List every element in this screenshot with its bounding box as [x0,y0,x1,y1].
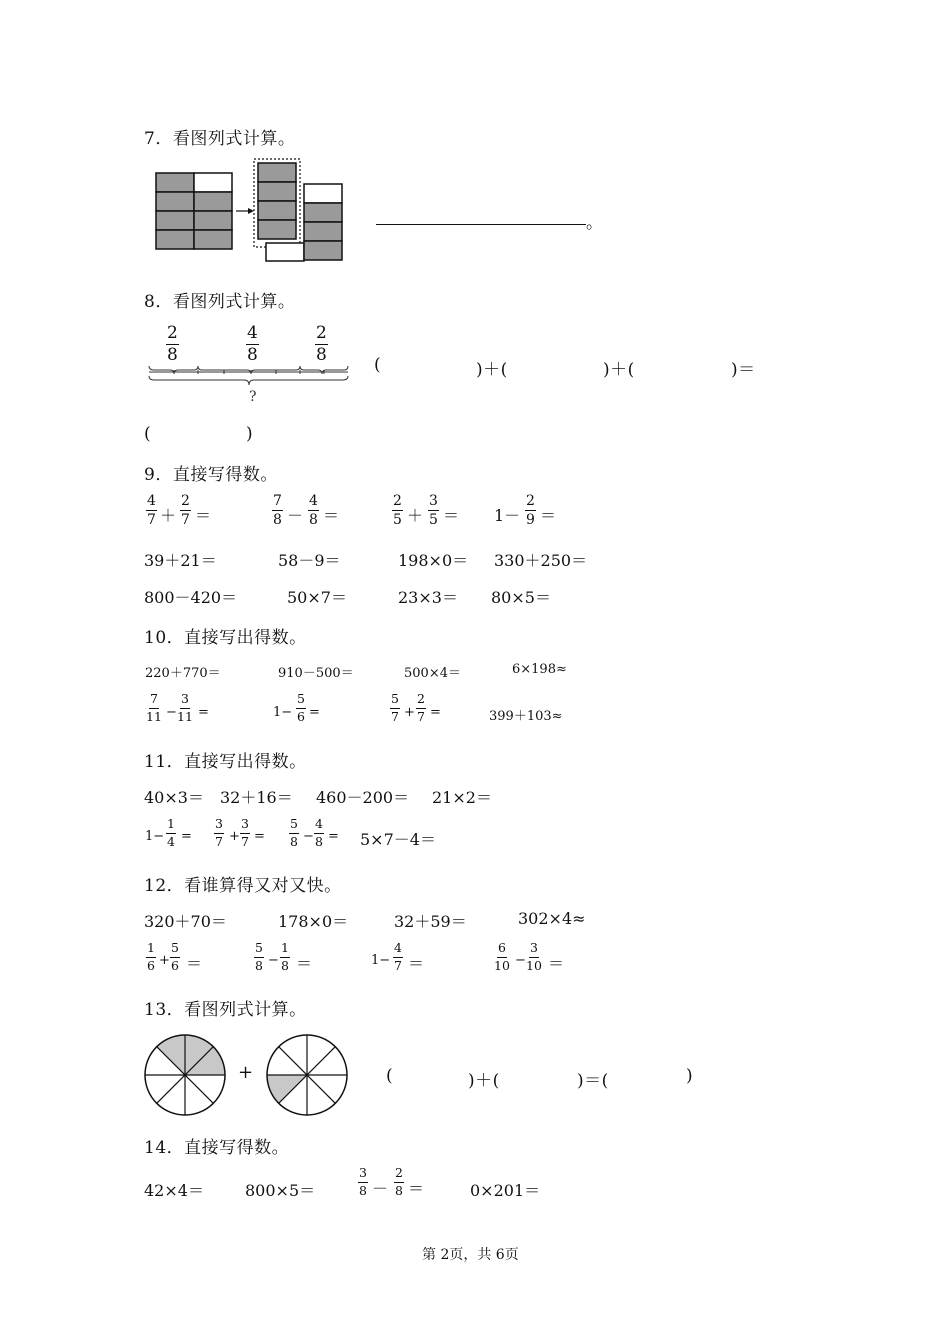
q11-r1-item-4: 21×2＝ [432,788,492,807]
q13-title: 13．看图列式计算。 [144,1000,307,1020]
q12-r2-lead3: 1− [371,953,391,968]
q12-r2-frac-a1: $\frac{1}{6}$ [147,940,155,973]
q12-r2-frac-b3: $\frac{4}{7}$ [394,940,402,973]
q10-r2-lead2: 1− [273,705,293,720]
q12-r2-frac-b2: $\frac{1}{8}$ [281,940,289,973]
q11-r2-frac-b1: $\frac{1}{4}$ [167,816,175,849]
q9-r3-item-3: 23×3＝ [398,588,458,607]
q11-r2-op2: + [229,829,240,844]
q9-r1-frac-b3: $\frac{3}{5}$ [429,493,438,528]
q11-r2-frac-b2: $\frac{3}{7}$ [241,816,249,849]
q10-r2-op3: + [404,705,415,720]
q9-r3-item-4: 80×5＝ [491,588,551,607]
q14-item-1: 42×4＝ [144,1181,204,1200]
q13-circle-left [142,1032,228,1118]
q11-r2-eq3: = [328,829,339,844]
q9-r1-eq2: ＝ [323,506,340,525]
q11-r2-op3: − [303,829,314,844]
page-footer: 第 2页，共 6页 [422,1247,519,1263]
q12-r1-item-2: 178×0＝ [278,912,349,931]
q11-r2-frac-a3: $\frac{5}{8}$ [290,816,298,849]
q11-r2-frac-a2: $\frac{3}{7}$ [215,816,223,849]
q13-plus: + [238,1062,254,1083]
q10-r2-frac-b3: $\frac{2}{7}$ [417,691,425,724]
q14-frac-op: － [372,1179,389,1198]
q10-title: 10．直接写出得数。 [144,628,307,648]
q9-r1-eq4: ＝ [540,506,557,525]
q9-r1-lead4: 1－ [494,506,521,525]
q9-r3-item-2: 50×7＝ [287,588,347,607]
q12-r2-op2: − [268,953,279,968]
q11-r1-item-1: 40×3＝ [144,788,204,807]
q12-r1-item-4: 302×4≈ [518,909,586,928]
q14-item-4: 0×201＝ [470,1181,541,1200]
q10-r1-item-3: 500×4＝ [404,666,461,681]
q8-title: 8．看图列式计算。 [144,292,296,312]
q11-r2-frac-b3: $\frac{4}{8}$ [315,816,323,849]
q14-frac-eq: ＝ [408,1179,425,1198]
q9-r1-eq: ＝ [195,506,212,525]
q8-fraction-2: $\frac{4}{8}$ [247,323,258,365]
q10-r2-frac-b: $\frac{3}{11}$ [177,691,193,724]
q12-r1-item-3: 32＋59＝ [394,912,467,931]
q9-r3-item-1: 800－420＝ [144,588,238,607]
q7-title: 7．看图列式计算。 [144,129,296,149]
q10-r2-frac-a3: $\frac{5}{7}$ [391,691,399,724]
q11-r2-eq2: = [254,829,265,844]
q9-r2-item-4: 330＋250＝ [494,551,588,570]
q11-r1-item-3: 460－200＝ [316,788,410,807]
q8-paren-open: ( [374,355,382,375]
q12-r2-eq3: ＝ [408,954,425,973]
q13-paren-open: ( [386,1066,394,1086]
q9-r1-eq3: ＝ [443,506,460,525]
q8-plus-2: )＋( [603,360,635,380]
q8-answer-open: ( [144,424,152,444]
q13-circle-right [264,1032,350,1118]
q8-fraction-1: $\frac{2}{8}$ [167,323,178,365]
q14-frac-a: $\frac{3}{8}$ [359,1165,367,1198]
q9-r1-frac-b: $\frac{2}{7}$ [181,493,190,528]
q12-r2-frac-b1: $\frac{5}{6}$ [171,940,179,973]
q12-r2-op1: + [159,953,170,968]
q14-frac-b: $\frac{2}{8}$ [395,1165,403,1198]
q8-number-line [146,362,352,388]
q11-r2-item-4: 5×7－4＝ [360,830,436,849]
q12-title: 12．看谁算得又对又快。 [144,876,342,896]
q8-fraction-3: $\frac{2}{8}$ [316,323,327,365]
q8-equals: )＝ [731,360,756,380]
q9-r1-frac-a2: $\frac{7}{8}$ [273,493,282,528]
q12-r2-frac-a4: $\frac{6}{10}$ [494,940,510,973]
q10-r2-frac-a: $\frac{7}{11}$ [146,691,162,724]
q9-title: 9．直接写得数。 [144,465,278,485]
q11-r1-item-2: 32＋16＝ [220,788,293,807]
q10-r2-eq2: = [309,705,320,720]
q7-figure [150,155,350,265]
q9-r1-frac-b4: $\frac{2}{9}$ [526,493,535,528]
q13-eq-paren: )＝( [577,1071,609,1091]
q9-r2-item-2: 58－9＝ [278,551,341,570]
q10-r2-op: − [166,705,177,720]
q12-r2-eq1: ＝ [186,954,203,973]
q10-r1-item-4: 6×198≈ [512,662,567,677]
q10-r2-eq: = [198,705,209,720]
q10-r2-eq3: = [430,705,441,720]
q10-r1-item-1: 220＋770＝ [145,666,221,681]
q14-title: 14．直接写得数。 [144,1138,290,1158]
q13-paren-close: ) [686,1066,694,1086]
q9-r1-op3: ＋ [407,506,424,525]
q8-question-mark: ? [249,389,257,405]
q13-plus-paren: )＋( [468,1071,500,1091]
q9-r1-op: ＋ [160,506,177,525]
q10-r2-item-4: 399＋103≈ [489,709,563,724]
q11-r2-eq1: = [181,829,192,844]
q12-r2-frac-b4: $\frac{3}{10}$ [526,940,542,973]
q9-r1-frac-a3: $\frac{2}{5}$ [393,493,402,528]
q9-r1-op2: － [287,506,304,525]
q10-r1-item-2: 910－500＝ [278,666,354,681]
q7-blank-end: 。 [586,213,604,233]
q12-r2-frac-a2: $\frac{5}{8}$ [255,940,263,973]
q12-r2-op4: − [515,953,526,968]
q9-r1-frac-b2: $\frac{4}{8}$ [309,493,318,528]
q9-r1-frac-a: $\frac{4}{7}$ [147,493,156,528]
q12-r2-eq4: ＝ [548,954,565,973]
q14-item-2: 800×5＝ [245,1181,316,1200]
q8-plus-1: )＋( [476,360,508,380]
q12-r2-eq2: ＝ [296,954,313,973]
q9-r2-item-1: 39＋21＝ [144,551,217,570]
q9-r2-item-3: 198×0＝ [398,551,469,570]
q11-r2-lead1: 1− [145,829,165,844]
q11-title: 11．直接写出得数。 [144,752,307,772]
q10-r2-frac-b2: $\frac{5}{6}$ [297,691,305,724]
q8-answer-close: ) [246,424,254,444]
q12-r1-item-1: 320＋70＝ [144,912,227,931]
q7-answer-line[interactable] [376,224,586,225]
